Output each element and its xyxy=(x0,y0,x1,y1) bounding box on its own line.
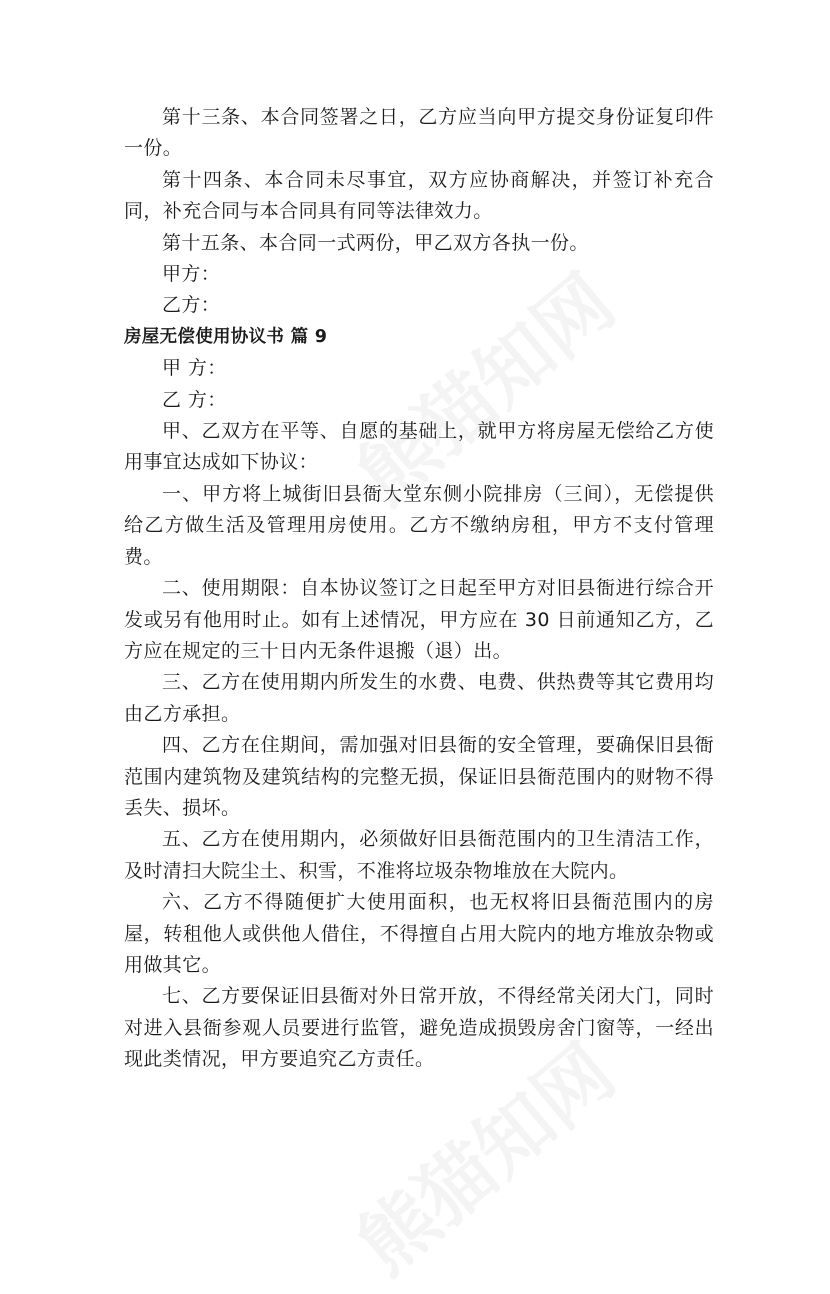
clause-13: 第十三条、本合同签署之日，乙方应当向甲方提交身份证复印件一份。 xyxy=(124,106,714,160)
article-7: 七、乙方要保证旧县衙对外日常开放，不得经常关闭大门，同时对进入县衙参观人员要进行监管，避免造成损毁房舍门窗等，一经出现此类情况，甲方要追究乙方责任。 xyxy=(124,985,714,1071)
party-a-signature-line: 甲方： xyxy=(162,263,221,286)
article-1: 一、甲方将上城街旧县衙大堂东侧小院排房（三间），无偿提供给乙方做生活及管理用房使用。乙方不缴纳房租，甲方不支付管理费。 xyxy=(124,482,714,568)
party-a-line: 甲 方： xyxy=(162,357,227,380)
article-5: 五、乙方在使用期内，必须做好旧县衙范围内的卫生清洁工作，及时清扫大院尘土、积雪，不准将垃圾杂物堆放在大院内。 xyxy=(124,828,714,882)
article-6: 六、乙方不得随便扩大使用面积，也无权将旧县衙范围内的房屋，转租他人或供他人借住，不得擅自占用大院内的地方堆放杂物或用做其它。 xyxy=(124,891,714,976)
clause-14: 第十四条、本合同未尽事宜，双方应协商解决，并签订补充合同，补充合同与本合同具有同等法律效力。 xyxy=(124,168,714,223)
document-body xyxy=(124,102,714,1076)
agreement-preamble: 甲、乙双方在平等、自愿的基础上，就甲方将房屋无偿给乙方使用事宜达成如下协议： xyxy=(124,420,714,474)
article-4: 四、乙方在住期间，需加强对旧县衙的安全管理，要确保旧县衙范围内建筑物及建筑结构的完整无损，保证旧县衙范围内的财物不得丢失、损坏。 xyxy=(124,734,714,819)
article-3: 三、乙方在使用期内所发生的水费、电费、供热费等其它费用均由乙方承担。 xyxy=(124,671,714,725)
article-2: 二、使用期限：自本协议签订之日起至甲方对旧县衙进行综合开发或另有他用时止。如有上述情况，甲方应在 30 日前通知乙方，乙方应在规定的三十日内无条件退搬（退）出。 xyxy=(124,577,714,662)
clause-15: 第十五条、本合同一式两份，甲乙双方各执一份。 xyxy=(162,231,589,254)
section-heading: 房屋无偿使用协议书 篇 9 xyxy=(124,326,328,347)
party-b-signature-line: 乙方： xyxy=(162,294,221,317)
party-b-line: 乙 方： xyxy=(162,388,227,411)
